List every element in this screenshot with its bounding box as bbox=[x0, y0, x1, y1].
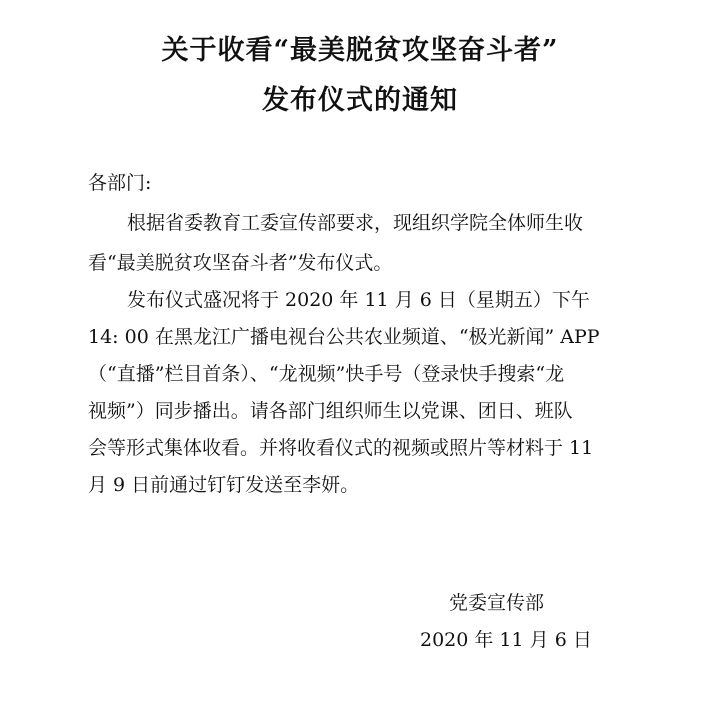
paragraph-1-line-2: 看“最美脱贫攻坚奋斗者”发布仪式。 bbox=[88, 252, 393, 274]
salutation: 各部门: bbox=[88, 172, 152, 194]
paragraph-2-line-3: （“直播”栏目首条）、“龙视频”快手号（登录快手搜索“龙 bbox=[88, 363, 565, 385]
signature-organization: 党委宣传部 bbox=[449, 592, 545, 614]
signature-date: 2020 年 11 月 6 日 bbox=[420, 629, 592, 651]
paragraph-2-line-1: 发布仪式盛况将于 2020 年 11 月 6 日（星期五）下午 bbox=[127, 289, 590, 311]
paragraph-2-line-6: 月 9 日前通过钉钉发送至李妍。 bbox=[88, 474, 360, 496]
paragraph-1-line-1: 根据省委教育工委宣传部要求，现组织学院全体师生收 bbox=[127, 212, 584, 234]
paragraph-2-line-5: 会等形式集体收看。并将收看仪式的视频或照片等材料于 11 bbox=[88, 437, 594, 459]
paragraph-2-line-4: 视频”）同步播出。请各部门组织师生以党课、团日、班队 bbox=[88, 400, 573, 422]
notice-title-line-1: 关于收看“最美脱贫攻坚奋斗者” bbox=[161, 35, 559, 66]
paragraph-2-line-2: 14: 00 在黑龙江广播电视台公共农业频道、“极光新闻” APP bbox=[88, 326, 600, 348]
notice-title-line-2: 发布仪式的通知 bbox=[262, 85, 458, 116]
